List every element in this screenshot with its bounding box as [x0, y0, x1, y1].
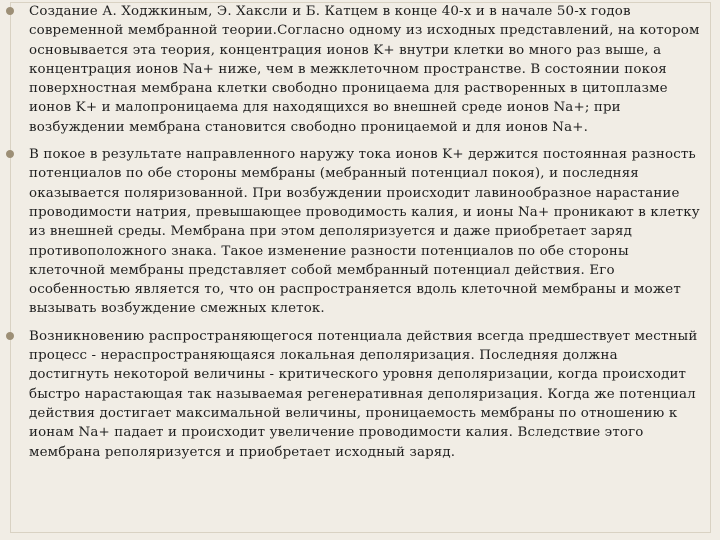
bullet-item	[0, 2, 720, 137]
bullet-item	[0, 327, 720, 462]
bullet-marker-icon	[6, 7, 14, 15]
bullet-list	[0, 2, 720, 470]
bullet-marker-icon	[6, 150, 14, 158]
bullet-item	[0, 145, 720, 319]
bullet-text: Возникновению распространяющегося потенциала действия всегда предшествует местный процесс - нераспространяющаяся локальная деполяризация. Последняя должна достигнуть некоторой величины - критического уровня деполяризации, когда происходит быстро нарастающая так называемая регенеративная деполяризация. Когда же потенциал действия достигает максимальной величины, проницаемость мембраны по отношению к ионам Na+ падает и происходит увеличение проводимости калия. Вследствие этого мембрана реполяризуется и приобретает исходный заряд.	[29, 328, 698, 460]
bullet-text: В покое в результате направленного наружу тока ионов K+ держится постоянная разность потенциалов по обе стороны мембраны (мебранный потенциал покоя), и последняя оказывается поляризованной. При возбуждении происходит лавинообразное нарастание проводимости натрия, превышающее проводимость калия, и ионы Na+ проникают в клетку из внешней среды. Мембрана при этом деполяризуется и даже приобретает заряд противоположного знака. Такое изменение разности потенциалов по обе стороны клеточной мембраны представляет собой мембранный потенциал действия. Его особенностью является то, что он распространяется вдоль клеточной мембраны и может вызывать возбуждение смежных клеток.	[29, 147, 700, 317]
bullet-marker-icon	[6, 332, 14, 340]
bullet-text: Создание А. Ходжкиным, Э. Хаксли и Б. Катцем в конце 40-х и в начале 50-х годов современной мембранной теории.Согласно одному из исходных представлений, на котором основывается эта теория, концентрация ионов K+ внутри клетки во много раз выше, а концентрация ионов Na+ ниже, чем в межклеточном пространстве. В состоянии покоя поверхностная мембрана клетки свободно проницаема для растворенных в цитоплазме ионов K+ и малопроницаема для находящихся во внешней среде ионов Na+; при возбуждении мембрана становится свободно проницаемой и для ионов Na+.	[29, 4, 700, 135]
